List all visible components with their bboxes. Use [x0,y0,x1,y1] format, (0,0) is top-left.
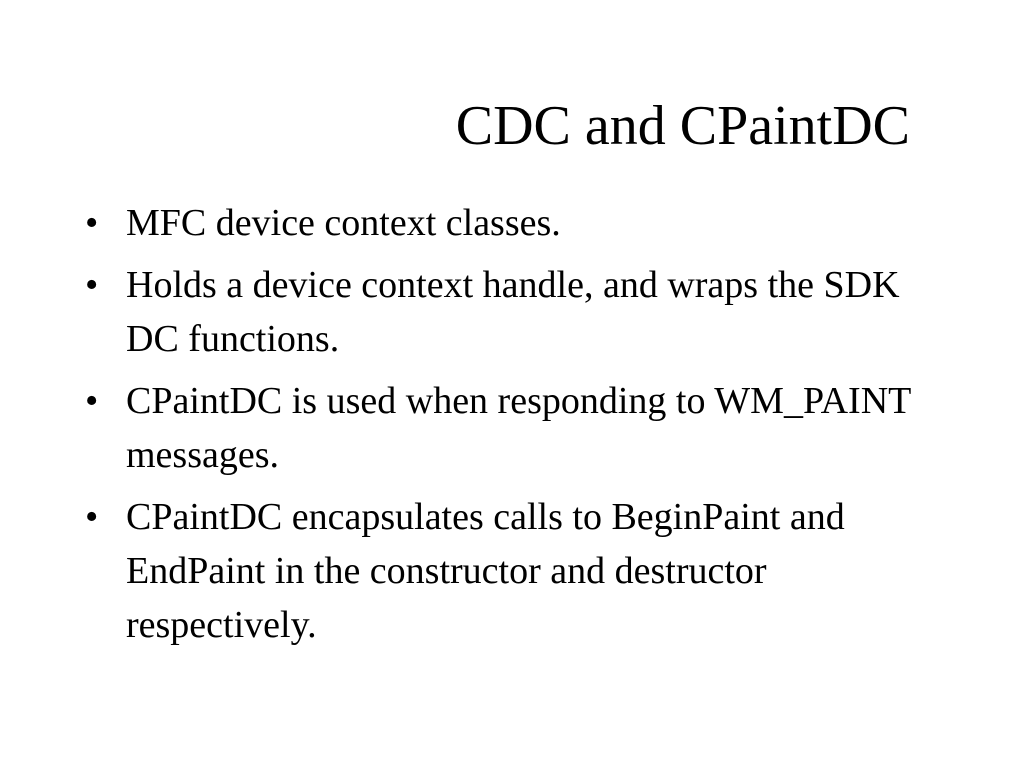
bullet-item [85,490,915,652]
bullet-text: CPaintDC is used when responding to WM_PAINT messages. [126,380,911,476]
bullet-item [85,196,915,250]
bullet-icon: • [85,202,99,244]
bullet-item [85,374,915,482]
bullet-icon: • [85,264,99,306]
bullet-item [85,258,915,366]
bullet-text: Holds a device context handle, and wraps the SDK DC functions. [126,264,900,360]
bullet-icon: • [85,380,99,422]
bullet-icon: • [85,496,99,538]
bullet-text: MFC device context classes. [126,202,561,244]
slide-title: CDC and CPaintDC [455,95,910,157]
bullet-list [85,196,915,660]
bullet-text: CPaintDC encapsulates calls to BeginPaint and EndPaint in the constructor and destructor respectively. [126,496,845,646]
